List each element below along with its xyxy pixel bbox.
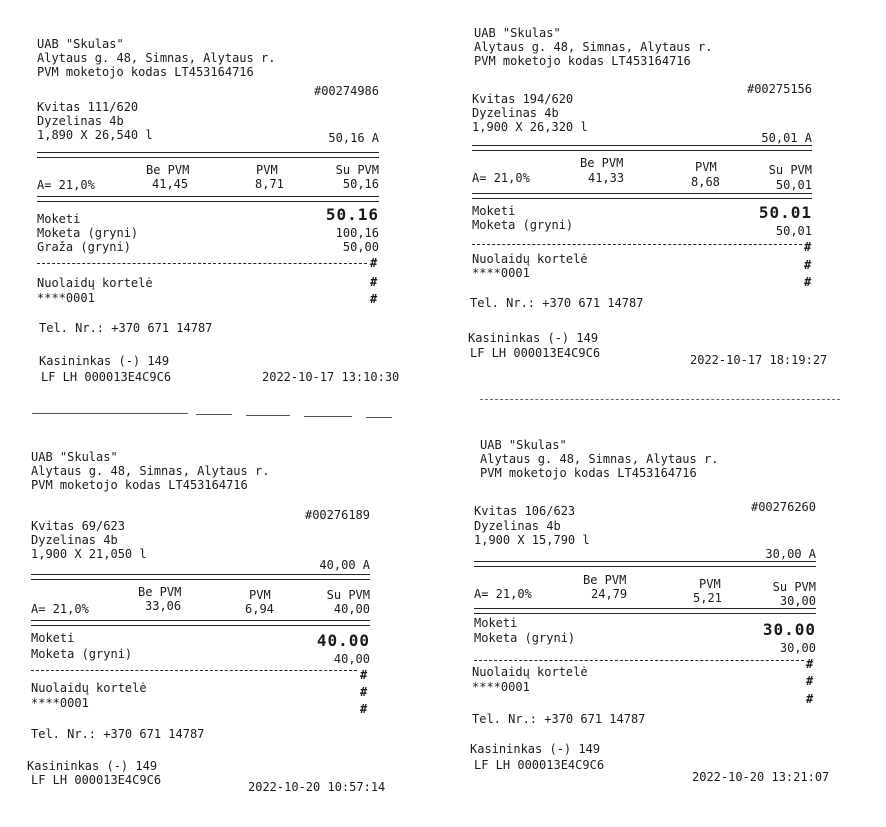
- phone: Tel. Nr.: +370 671 14787: [472, 712, 646, 726]
- discount-card-label: Nuolaidų kortelė: [37, 276, 153, 290]
- cashier: Kasininkas (-) 149: [39, 354, 170, 368]
- receipt-number: #00275156: [746, 82, 812, 96]
- be-pvm-header: Be PVM: [580, 156, 624, 170]
- fuel-type: Dyzelinas 4b: [31, 533, 118, 547]
- dashed-rule: [474, 660, 804, 661]
- company-name: UAB "Skulas": [480, 438, 567, 452]
- phone: Tel. Nr.: +370 671 14787: [39, 321, 213, 335]
- receipt-datetime: 2022-10-20 13:21:07: [692, 770, 830, 784]
- su-pvm-value: 40,00: [333, 602, 370, 616]
- discount-card-label: Nuolaidų kortelė: [472, 665, 588, 679]
- tear-line: [246, 415, 290, 416]
- hash-mark: #: [804, 275, 812, 289]
- pvm-header: PVM: [695, 160, 717, 174]
- hash-mark: #: [804, 240, 812, 254]
- fuel-type: Dyzelinas 4b: [37, 114, 124, 128]
- be-pvm-value: 33,06: [145, 599, 182, 613]
- tear-line: [196, 414, 232, 415]
- vat-payer-code: PVM moketojo kodas LT453164716: [31, 478, 248, 492]
- tear-line: [366, 417, 392, 418]
- dashed-rule: [472, 244, 802, 245]
- company-address: Alytaus g. 48, Simnas, Alytaus r.: [480, 452, 719, 466]
- hash-mark: #: [360, 702, 368, 716]
- discount-card-label: Nuolaidų kortelė: [31, 681, 147, 695]
- receipt-datetime: 2022-10-17 13:10:30: [262, 370, 400, 384]
- vat-payer-code: PVM moketojo kodas LT453164716: [480, 466, 697, 480]
- graza-value: 50,00: [342, 240, 379, 254]
- su-pvm-header: Su PVM: [768, 163, 812, 177]
- kvitas-label: Kvitas 111/620: [37, 100, 139, 114]
- card-number: ****0001: [37, 291, 95, 305]
- moketi-label: Moketi: [31, 631, 75, 645]
- be-pvm-value: 41,33: [588, 171, 625, 185]
- pvm-value: 5,21: [693, 591, 722, 605]
- company-address: Alytaus g. 48, Simnas, Alytaus r.: [474, 40, 713, 54]
- vat-rate: A= 21,0%: [31, 602, 89, 616]
- be-pvm-header: Be PVM: [138, 585, 182, 599]
- card-number: ****0001: [472, 680, 530, 694]
- hash-mark: #: [360, 668, 368, 682]
- vat-rate: A= 21,0%: [472, 171, 530, 185]
- pvm-value: 8,71: [255, 177, 284, 191]
- pvm-value: 6,94: [245, 602, 274, 616]
- moketa-label: Moketa (gryni): [472, 218, 574, 232]
- hash-mark: #: [370, 275, 378, 289]
- device-id: LF LH 000013E4C9C6: [41, 370, 172, 384]
- card-number: ****0001: [472, 266, 530, 280]
- moketa-label: Moketa (gryni): [31, 647, 133, 661]
- moketa-label: Moketa (gryni): [37, 226, 139, 240]
- hash-mark: #: [806, 692, 814, 706]
- double-rule: [472, 145, 812, 151]
- receipt-datetime: 2022-10-20 10:57:14: [248, 780, 386, 794]
- tear-line: [480, 399, 840, 400]
- company-address: Alytaus g. 48, Simnas, Alytaus r.: [31, 464, 270, 478]
- su-pvm-value: 30,00: [779, 594, 816, 608]
- receipt-number: #00276189: [304, 508, 370, 522]
- company-name: UAB "Skulas": [37, 37, 124, 51]
- su-pvm-header: Su PVM: [335, 163, 379, 177]
- double-rule: [474, 561, 816, 567]
- quantity-line: 1,890 X 26,540 l: [37, 128, 153, 142]
- receipt-number: #00276260: [750, 500, 816, 514]
- line-amount: 50,16 A: [328, 131, 379, 145]
- quantity-line: 1,900 X 26,320 l: [472, 120, 588, 134]
- device-id: LF LH 000013E4C9C6: [474, 758, 605, 772]
- be-pvm-header: Be PVM: [583, 573, 627, 587]
- phone: Tel. Nr.: +370 671 14787: [470, 296, 644, 310]
- tear-line: [304, 416, 352, 417]
- double-rule: [472, 193, 812, 199]
- moketa-value: 30,00: [779, 641, 816, 655]
- line-amount: 50,01 A: [761, 131, 812, 145]
- su-pvm-value: 50,16: [342, 177, 379, 191]
- hash-mark: #: [806, 657, 814, 671]
- dashed-rule: [37, 263, 367, 264]
- company-address: Alytaus g. 48, Simnas, Alytaus r.: [37, 51, 276, 65]
- line-amount: 40,00 A: [319, 558, 370, 572]
- double-rule: [474, 608, 816, 614]
- pvm-header: PVM: [699, 577, 721, 591]
- kvitas-label: Kvitas 194/620: [472, 92, 574, 106]
- be-pvm-header: Be PVM: [146, 163, 190, 177]
- receipt-number: #00274986: [313, 84, 379, 98]
- moketa-value: 50,01: [775, 224, 812, 238]
- su-pvm-header: Su PVM: [326, 588, 370, 602]
- pvm-header: PVM: [256, 163, 278, 177]
- line-amount: 30,00 A: [765, 547, 816, 561]
- discount-card-label: Nuolaidų kortelė: [472, 252, 588, 266]
- moketi-total: 40.00: [316, 631, 370, 650]
- moketa-value: 40,00: [333, 652, 370, 666]
- pvm-header: PVM: [249, 588, 271, 602]
- receipt-4: [430, 420, 886, 827]
- double-rule: [37, 152, 379, 158]
- phone: Tel. Nr.: +370 671 14787: [31, 727, 205, 741]
- hash-mark: #: [806, 674, 814, 688]
- receipt-2: [430, 0, 886, 395]
- be-pvm-value: 41,45: [152, 177, 189, 191]
- moketi-label: Moketi: [472, 204, 516, 218]
- vat-payer-code: PVM moketojo kodas LT453164716: [37, 65, 254, 79]
- company-name: UAB "Skulas": [474, 26, 561, 40]
- device-id: LF LH 000013E4C9C6: [470, 346, 601, 360]
- receipt-1: [0, 0, 430, 400]
- moketi-label: Moketi: [37, 212, 81, 226]
- moketi-label: Moketi: [474, 616, 518, 630]
- hash-mark: #: [360, 685, 368, 699]
- company-name: UAB "Skulas": [31, 450, 118, 464]
- vat-rate: A= 21,0%: [37, 178, 95, 192]
- moketi-total: 50.16: [325, 205, 379, 224]
- hash-mark: #: [370, 292, 378, 306]
- moketa-label: Moketa (gryni): [474, 631, 576, 645]
- dashed-rule: [31, 670, 357, 671]
- vat-payer-code: PVM moketojo kodas LT453164716: [474, 54, 691, 68]
- device-id: LF LH 000013E4C9C6: [31, 773, 162, 787]
- graza-label: Graža (gryni): [37, 240, 131, 254]
- hash-mark: #: [370, 256, 378, 270]
- cashier: Kasininkas (-) 149: [470, 742, 601, 756]
- double-rule: [31, 620, 370, 626]
- vat-rate: A= 21,0%: [474, 587, 532, 601]
- su-pvm-value: 50,01: [775, 178, 812, 192]
- fuel-type: Dyzelinas 4b: [474, 519, 561, 533]
- receipt-3: [0, 430, 430, 827]
- moketi-total: 30.00: [762, 620, 816, 639]
- double-rule: [37, 196, 379, 202]
- pvm-value: 8,68: [691, 175, 720, 189]
- kvitas-label: Kvitas 69/623: [31, 519, 125, 533]
- hash-mark: #: [804, 258, 812, 272]
- moketi-total: 50.01: [758, 203, 812, 222]
- su-pvm-header: Su PVM: [772, 580, 816, 594]
- double-rule: [31, 574, 370, 580]
- fuel-type: Dyzelinas 4b: [472, 106, 559, 120]
- cashier: Kasininkas (-) 149: [27, 759, 158, 773]
- cashier: Kasininkas (-) 149: [468, 331, 599, 345]
- quantity-line: 1,900 X 15,790 l: [474, 533, 590, 547]
- tear-line: [32, 413, 188, 414]
- card-number: ****0001: [31, 696, 89, 710]
- be-pvm-value: 24,79: [591, 587, 628, 601]
- quantity-line: 1,900 X 21,050 l: [31, 547, 147, 561]
- kvitas-label: Kvitas 106/623: [474, 504, 576, 518]
- receipt-datetime: 2022-10-17 18:19:27: [690, 353, 828, 367]
- moketa-value: 100,16: [335, 226, 379, 240]
